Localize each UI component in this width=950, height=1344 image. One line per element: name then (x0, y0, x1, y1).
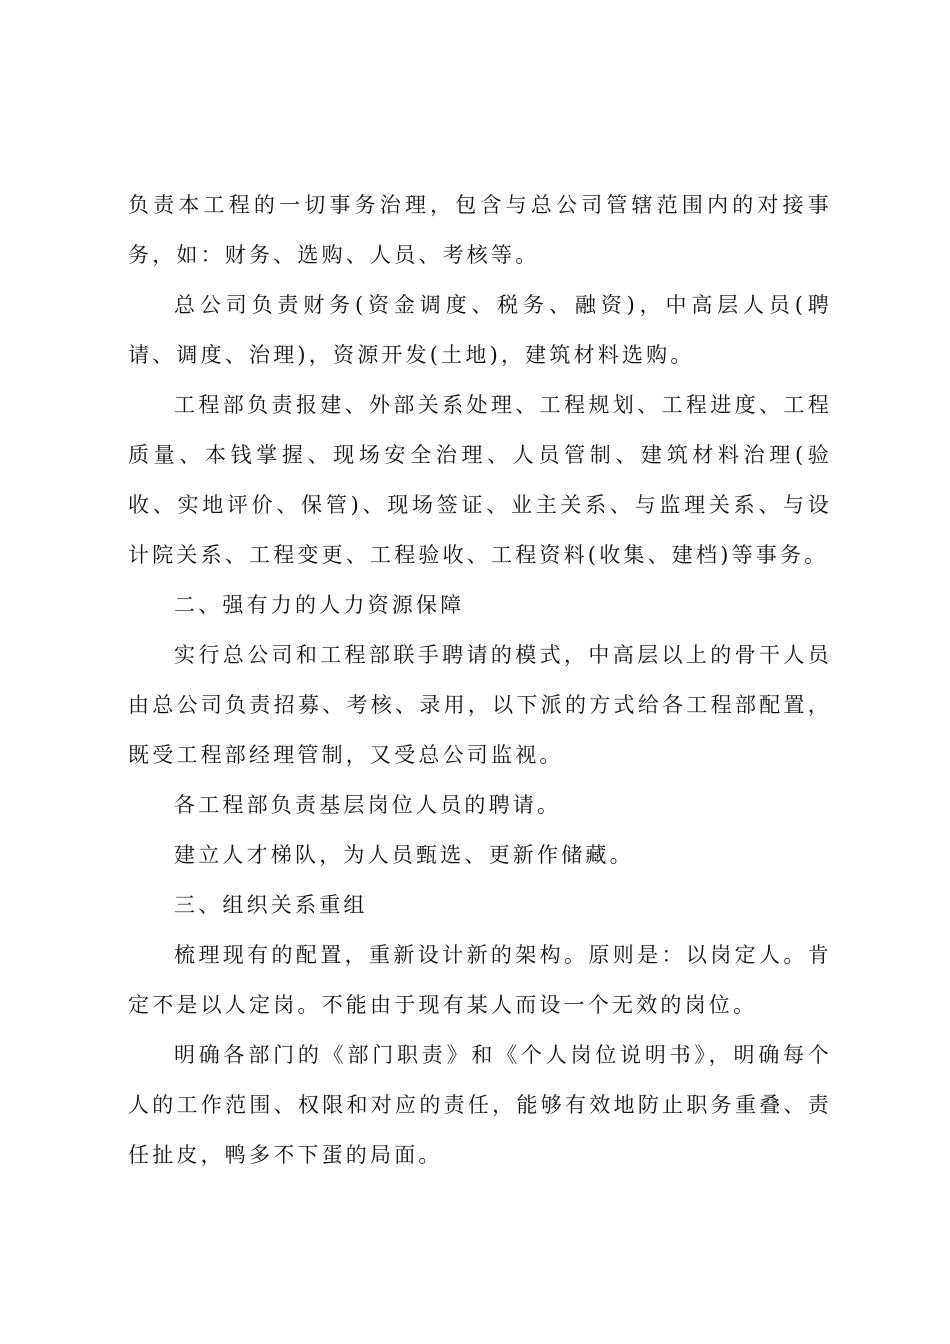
paragraph: 工程部负责报建、外部关系处理、工程规划、工程进度、工程质量、本钱掌握、现场安全治理、人员管制、建筑材料治理(验收、实地评价、保管)、现场签证、业主关系、与监理关系、与设计院关系、工程变更、工程验收、工程资料(收集、建档)等事务。 (128, 393, 832, 567)
document-body (128, 180, 832, 1180)
paragraph: 实行总公司和工程部联手聘请的模式，中高层以上的骨干人员由总公司负责招募、考核、录用，以下派的方式给各工程部配置，既受工程部经理管制，又受总公司监视。 (128, 643, 832, 767)
paragraph: 总公司负责财务(资金调度、税务、融资)，中高层人员(聘请、调度、治理)，资源开发(土地)，建筑材料选购。 (128, 293, 832, 367)
paragraph: 各工程部负责基层岗位人员的聘请。 (174, 793, 562, 817)
section-heading: 二、强有力的人力资源保障 (174, 593, 465, 617)
paragraph: 负责本工程的一切事务治理，包含与总公司管辖范围内的对接事务，如：财务、选购、人员、考核等。 (128, 193, 832, 267)
section-heading: 三、组织关系重组 (174, 893, 368, 917)
paragraph: 明确各部门的《部门职责》和《个人岗位说明书》，明确每个人的工作范围、权限和对应的责任，能够有效地防止职务重叠、责任扯皮，鸭多不下蛋的局面。 (128, 1043, 832, 1167)
paragraph: 建立人才梯队，为人员甄选、更新作储藏。 (174, 843, 634, 867)
paragraph: 梳理现有的配置，重新设计新的架构。原则是：以岗定人。肯定不是以人定岗。不能由于现有某人而设一个无效的岗位。 (128, 943, 832, 1017)
